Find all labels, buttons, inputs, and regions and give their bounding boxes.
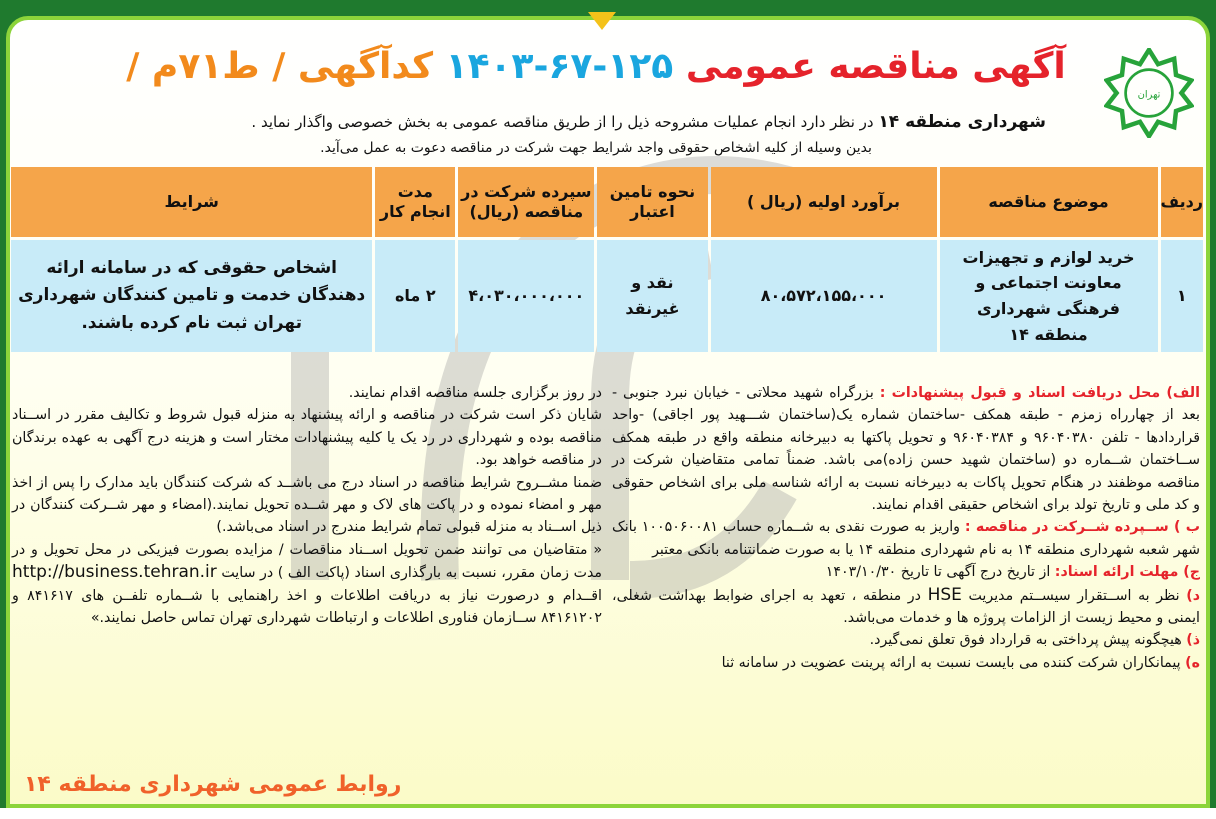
clause-z xyxy=(612,629,1200,651)
org-name: شهرداری منطقه ۱۴ xyxy=(878,112,1046,132)
clause-label: ب ) ســپرده شــرکت در مناقصه : xyxy=(964,519,1200,536)
clause-a xyxy=(612,382,1200,516)
tehran-municipality-logo xyxy=(1104,48,1194,138)
paragraph: ضمنا مشــروح شرایط مناقصه در اسناد درج می باشــد که شرکت کنندگان باید مدارک را پس از اخذ مهر و امضاء نموده و در پاکت های لاک و مهر شــده تحویل نمایند.(امضاء و مهر شــرکت کنندگان در ذیل اســناد به منزله قبولی تمام شرایط مندرج در اسناد می‌باشد.) xyxy=(12,474,602,536)
table-cell: ۱ xyxy=(1161,240,1203,352)
table-header-row xyxy=(11,167,1203,237)
hse-text: HSE xyxy=(927,584,962,605)
signature: روابط عمومی شهرداری منطقه ۱۴ xyxy=(24,772,402,797)
intro-line-2: بدین وسیله از کلیه اشخاص حقوقی واجد شرایط جهت شرکت در مناقصه دعوت به عمل می‌آید. xyxy=(320,140,872,156)
paragraph-text: اقــدام و درصورت نیاز به دریافت اطلاعات و اخذ راهنمایی با شــماره تلفــن های ۸۴۱۶۱۷ و ۸۴۱۶۱۲۰۲ ســازمان فناوری اطلاعات و ارتباطات شهرداری تهران تماس حاصل نمایند.» xyxy=(12,587,602,627)
paragraph-text: « متقاضیان می توانند ضمن تحویل اســناد مناقصات / مزایده بصورت فیزیکی در محل تحویل و در مدت زمان مقرر، نسبت به بارگذاری اسناد (پاکت الف ) در سایت xyxy=(12,541,602,582)
bottom-margin xyxy=(0,808,1216,819)
col-header: سپرده شرکت در مناقصه (ریال) xyxy=(458,167,594,237)
clause-text: پیمانکاران شرکت کننده می بایست نسبت به ارائه پرینت عضویت در سامانه ثنا xyxy=(721,654,1181,671)
col-header: مدت انجام کار xyxy=(375,167,455,237)
table-cell: نقد و غیرنقد xyxy=(597,240,707,352)
ad-body xyxy=(6,16,1210,808)
conditions-right-column xyxy=(612,382,1200,674)
title-text: آگهی مناقصه عمومی xyxy=(685,46,1066,87)
conditions-left-column xyxy=(12,382,602,629)
col-header: موضوع مناقصه xyxy=(940,167,1158,237)
table-row xyxy=(11,240,1203,352)
intro-line-1 xyxy=(251,112,1046,132)
clause-text: از تاریخ درج آگهی تا تاریخ ۱۴۰۳/۱۰/۳۰ xyxy=(825,564,1051,581)
col-header: شرایط xyxy=(11,167,372,237)
paragraph xyxy=(12,539,602,630)
table-cell: ۲ ماه xyxy=(375,240,455,352)
intro-text: در نظر دارد انجام عملیات مشروحه ذیل را از طریق مناقصه عمومی به بخش خصوصی واگذار نماید . xyxy=(251,113,874,131)
col-header: ردیف xyxy=(1161,167,1203,237)
clause-label: الف) محل دریافت اسناد و قبول پیشنهادات : xyxy=(879,385,1200,401)
clause-c xyxy=(612,561,1200,583)
tender-code: ۱۴۰۳-۶۷-۱۲۵ xyxy=(445,46,674,87)
business-site-link[interactable]: http://business.tehran.ir xyxy=(12,562,217,583)
table-cell: ۸۰،۵۷۲،۱۵۵،۰۰۰ xyxy=(711,240,937,352)
ad-code: کدآگهی / ط۷۱م / xyxy=(126,46,434,87)
clause-text: نظر به اســتقرار سیســتم مدیریت xyxy=(968,587,1180,604)
ad-title xyxy=(96,46,1096,87)
clause-text: در منطقه ، تعهد به اجرای ضوابط بهداشت شغلی، ایمنی و محیط زیست از الزامات پروژه ها و خدمات می‌باشد. xyxy=(612,587,1200,627)
col-header: برآورد اولیه (ریال ) xyxy=(711,167,937,237)
clause-label: د) xyxy=(1186,587,1200,604)
tender-table xyxy=(8,164,1206,355)
col-header: نحوه تامین اعتبار xyxy=(597,167,707,237)
triangle-marker-icon xyxy=(588,12,616,30)
clause-b xyxy=(612,516,1200,561)
paragraph: شایان ذکر است شرکت در مناقصه و ارائه پیشنهاد به منزله قبول شروط و تکالیف مقرر در اســناد مناقصه بوده و شهرداری در رد یک یا کلیه پیشنهادات مختار است و هزینه درج آگهی به عهده برندگان در مناقصه خواهد بود. xyxy=(12,407,602,469)
table-cell: اشخاص حقوقی که در سامانه ارائه دهندگان خدمت و تامین کنندگان شهرداری تهران ثبت نام کرده باشند. xyxy=(11,240,372,352)
clause-label: ج) مهلت ارائه اسناد: xyxy=(1054,564,1200,581)
clause-text: بزرگراه شهید محلاتی - خیابان نبرد جنوبی - بعد از چهارراه زمزم - طبقه همکف -ساختمان شماره یک(ساختمان شـــهید پور اجاقی) -واحد قراردادها - تلفن ۹۶۰۴۰۳۸۰ و ۹۶۰۴۰۳۸۴ و تحویل پاکتها به دبیرخانه منطقه واقع در طبقه همکف ســاختمان شــماره دو (ساختمان شهید حسن زاده)می باشد. ضمناً تمامی متقاضیان شرکت در مناقصه موظفند در هنگام تحویل پاکات به دبیرخانه نسبت به ارائه شناسه ملی برای اشخاص حقوقی و کد ملی و تاریخ تولد برای اشخاص حقیقی اقدام نمایند. xyxy=(612,385,1200,514)
clause-d xyxy=(612,584,1200,630)
clause-label: ه) xyxy=(1185,654,1200,671)
clause-text: واریز به صورت نقدی به شــماره حساب ۱۰۰۵۰۶۰۰۸۱ بانک شهر شعبه شهرداری منطقه ۱۴ به نام شهرداری منطقه ۱۴ یا به صورت ضمانتنامه بانکی معتبر xyxy=(612,519,1200,558)
table-cell: ۴،۰۳۰،۰۰۰،۰۰۰ xyxy=(458,240,594,352)
clause-text: هیچگونه پیش پرداختی به قرارداد فوق تعلق نمی‌گیرد. xyxy=(869,632,1182,649)
table-cell: خرید لوازم و تجهیزات معاونت اجتماعی و فرهنگی شهرداری منطقه ۱۴ xyxy=(940,240,1158,352)
clause-label: ذ) xyxy=(1186,632,1200,649)
paragraph: در روز برگزاری جلسه مناقصه اقدام نمایند. xyxy=(348,385,602,401)
clause-e xyxy=(612,652,1200,674)
svg-text:تهران: تهران xyxy=(1137,89,1161,101)
